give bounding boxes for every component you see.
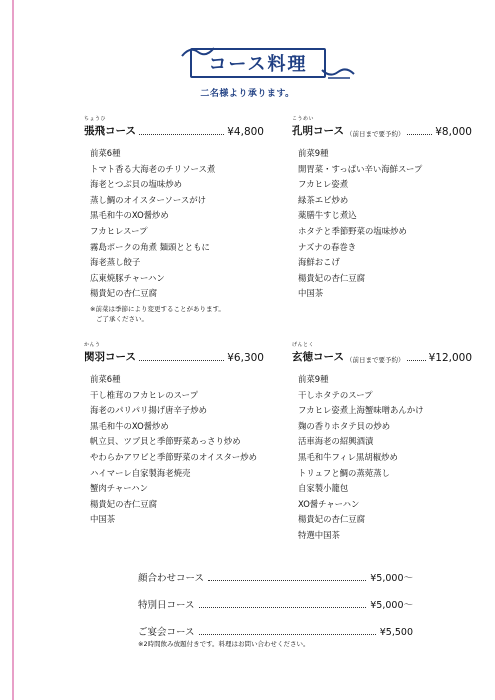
course-price: ¥12,000 [428,352,472,364]
course-header [292,342,472,364]
list-item: ナズナの春巻き [298,241,357,252]
list-item: 海鮮おこげ [298,257,340,268]
leader-dots [407,134,432,135]
bottom-course-header [138,597,413,611]
course-title: 関羽コース [84,351,136,363]
list-item: 前菜9種 [298,148,329,158]
bottom-course-row [138,570,413,584]
list-item: 緑茶エビ炒め [298,194,349,205]
course-item-list [298,146,472,302]
list-item: 黒毛和牛のXO醤炒め [90,420,169,431]
list-item: 特選中国茶 [298,529,340,540]
reservation-note: （前日まで要予約） [345,130,405,138]
list-item: やわらかアワビと季節野菜のオイスター炒め [90,451,257,462]
footnote-line: ご了承ください。 [96,314,148,323]
course-ruby: ちょうひ [84,116,107,122]
list-item: 海老とつぶ貝の塩味炒め [90,179,182,190]
course-title: ご宴会コース [138,627,195,638]
course-block [84,116,264,324]
list-item: 楊貴妃の杏仁豆腐 [90,288,157,299]
list-item: 広東焼豚チャーハン [90,272,165,283]
course-price: ¥4,800 [227,126,264,138]
bottom-course-header [138,624,413,638]
page-subtitle: 二名様より承ります。 [200,89,295,99]
list-item: 楊貴妃の杏仁豆腐 [298,272,365,283]
course-item-list [90,146,264,302]
list-item: 前菜6種 [90,148,121,158]
leader-dots [139,360,224,361]
list-item: 薬膳牛すじ煮込 [298,210,357,221]
course-title: 玄徳コース [292,351,344,363]
wave-decoration-right [320,62,356,82]
list-item: 黒毛和牛のXO醤炒め [90,210,169,221]
list-item: 帆立貝、ツブ貝と季節野菜あっさり炒め [90,436,241,447]
list-item: フカヒレ姿煮 [298,179,349,190]
list-item: 楊貴妃の杏仁豆腐 [90,498,157,509]
course-price: ¥6,300 [227,352,264,364]
course-price: ¥8,000 [435,126,472,138]
course-block [292,116,472,302]
course-block [292,342,472,544]
leader-dots [407,360,425,361]
list-item: 楊貴妃の杏仁豆腐 [298,514,365,525]
course-header [84,342,264,364]
list-item: フカヒレスープ [90,225,148,236]
course-item-list [298,372,472,544]
list-item: 霧島ポークの角煮 麺頭とともに [90,241,210,252]
list-item: 前菜9種 [298,374,329,384]
list-item: 蟹肉チャーハン [90,483,148,494]
leader-dots [208,580,366,581]
course-price: ¥5,000～ [370,573,413,584]
course-price: ¥5,000～ [370,600,413,611]
course-price: ¥5,500 [379,627,413,638]
list-item: 自家製小籠包 [298,483,349,494]
side-accent-line [12,0,14,700]
bottom-course-row [138,624,413,648]
list-item: 麹の香りホタテ貝の炒め [298,420,391,431]
list-item: 中国茶 [298,288,324,299]
reservation-note: （前日まで要予約） [345,356,405,364]
footnote-line: ※前菜は季節により変更することがあります。 [90,304,225,313]
list-item: トリュフと鯛の蒸菀蒸し [298,467,390,478]
course-name [292,116,344,138]
list-item: 干し椎茸のフカヒレのスープ [90,389,198,400]
bottom-course-note: ※2時間飲み放題付きです。料理はお問い合わせください。 [138,640,310,648]
list-item: ホタテと季節野菜の塩味炒め [298,225,407,236]
list-item: 海老のパリパリ揚げ唐辛子炒め [90,405,207,416]
course-title: 顔合わせコース [138,573,205,584]
bottom-course-row [138,597,413,611]
course-ruby: こうめい [292,116,315,122]
list-item: 開胃菜・すっぱい辛い海鮮スープ [298,163,423,174]
list-item: 海老蒸し餃子 [90,257,141,268]
course-header [84,116,264,138]
course-ruby: かんう [84,342,101,348]
list-item: ハイマーレ自家製海老焼売 [90,467,191,478]
list-item: 蒸し鯛のオイスターソースがけ [90,194,206,205]
page-title: コース料理 [190,48,326,78]
course-footnote [90,304,264,324]
leader-dots [139,134,224,135]
course-name [84,342,136,364]
course-title: 特別日コース [138,600,195,611]
header [180,42,340,82]
leader-dots [199,607,367,608]
list-item: XO醤チャーハン [298,498,360,509]
list-item: 黒毛和牛フィレ黒胡椒炒め [298,451,398,462]
course-item-list [90,372,264,528]
course-name [292,342,344,364]
list-item: 活車海老の紹興酒漬 [298,436,374,447]
course-ruby: げんとく [292,342,315,348]
list-item: トマト香る大海老のチリソース煮 [90,163,216,174]
course-title: 孔明コース [292,125,344,137]
course-title: 張飛コース [84,125,136,137]
list-item: フカヒレ姿煮上海蟹味噌あんかけ [298,405,424,416]
list-item: 前菜6種 [90,374,121,384]
leader-dots [199,634,376,635]
bottom-course-header [138,570,413,584]
course-block [84,342,264,528]
course-name [84,116,136,138]
list-item: 中国茶 [90,514,116,525]
list-item: 干しホタテのスープ [298,389,373,400]
course-header [292,116,472,138]
